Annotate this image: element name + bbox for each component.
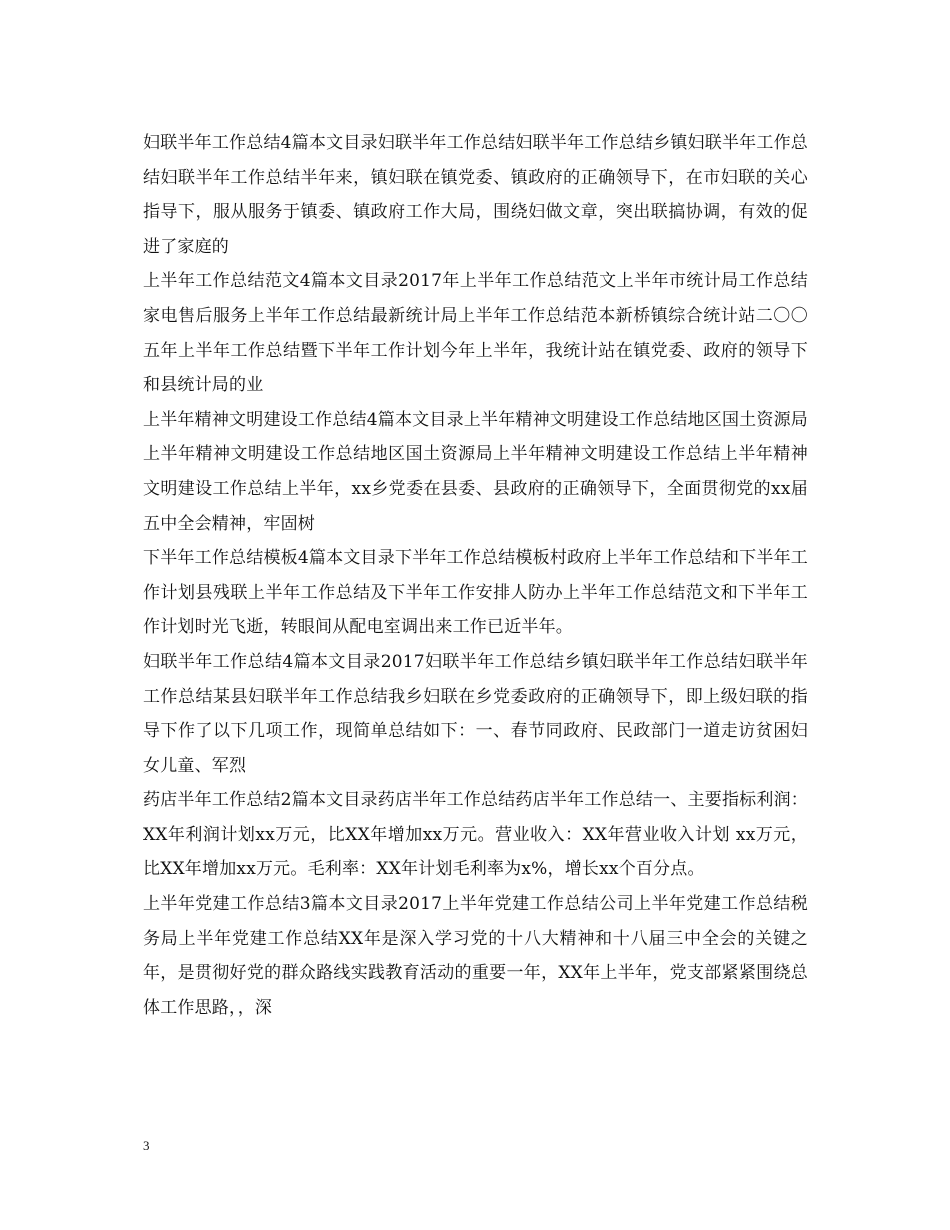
summary-paragraph-first-half-report: 上半年工作总结范文4篇本文目录2017年上半年工作总结范文上半年市统计局工作总结家电售后服务上半年工作总结最新统计局上半年工作总结范本新桥镇综合统计站二〇〇五年上半年工作总结暨下半年工作计划今年上半年，我统计站在镇党委、政府的领导下和县统计局的业 (143, 271, 808, 396)
summary-paragraph-women-federation: 妇联半年工作总结4篇本文目录妇联半年工作总结妇联半年工作总结乡镇妇联半年工作总结妇联半年工作总结半年来，镇妇联在镇党委、镇政府的正确领导下，在市妇联的关心指导下，服从服务于镇委、镇政府工作大局，围绕妇做文章，突出联搞协调，有效的促进了家庭的 (143, 133, 808, 257)
summary-paragraph-spiritual-civilization: 上半年精神文明建设工作总结4篇本文目录上半年精神文明建设工作总结地区国土资源局上半年精神文明建设工作总结地区国土资源局上半年精神文明建设工作总结上半年精神文明建设工作总结上半年，xx乡党委在县委、县政府的正确领导下，全面贯彻党的xx届五中全会精神，牢固树 (143, 409, 808, 534)
document-body (143, 126, 808, 1025)
summary-paragraph-women-federation-2017: 妇联半年工作总结4篇本文目录2017妇联半年工作总结乡镇妇联半年工作总结妇联半年工作总结某县妇联半年工作总结我乡妇联在乡党委政府的正确领导下，即上级妇联的指导下作了以下几项工作，现简单总结如下：一、春节同政府、民政部门一道走访贫困妇女儿童、军烈 (143, 651, 808, 776)
summary-paragraph-second-half-template: 下半年工作总结模板4篇本文目录下半年工作总结模板村政府上半年工作总结和下半年工作计划县残联上半年工作总结及下半年工作安排人防办上半年工作总结范文和下半年工作计划时光飞逝，转眼间从配电室调出来工作已近半年。 (143, 548, 808, 638)
summary-paragraph-party-building: 上半年党建工作总结3篇本文目录2017上半年党建工作总结公司上半年党建工作总结税务局上半年党建工作总结XX年是深入学习党的十八大精神和十八届三中全会的关键之年，是贯彻好党的群众路线实践教育活动的重要一年，XX年上半年，党支部紧紧围绕总体工作思路，，深 (143, 894, 808, 1018)
page-number: 3 (143, 1138, 150, 1153)
summary-paragraph-pharmacy: 药店半年工作总结2篇本文目录药店半年工作总结药店半年工作总结一、主要指标利润：XX年利润计划xx万元，比XX年增加xx万元。营业收入：XX年营业收入计划 xx万元，比XX年增加xx万元。毛利率：XX年计划毛利率为x%，增长xx个百分点。 (143, 790, 808, 880)
